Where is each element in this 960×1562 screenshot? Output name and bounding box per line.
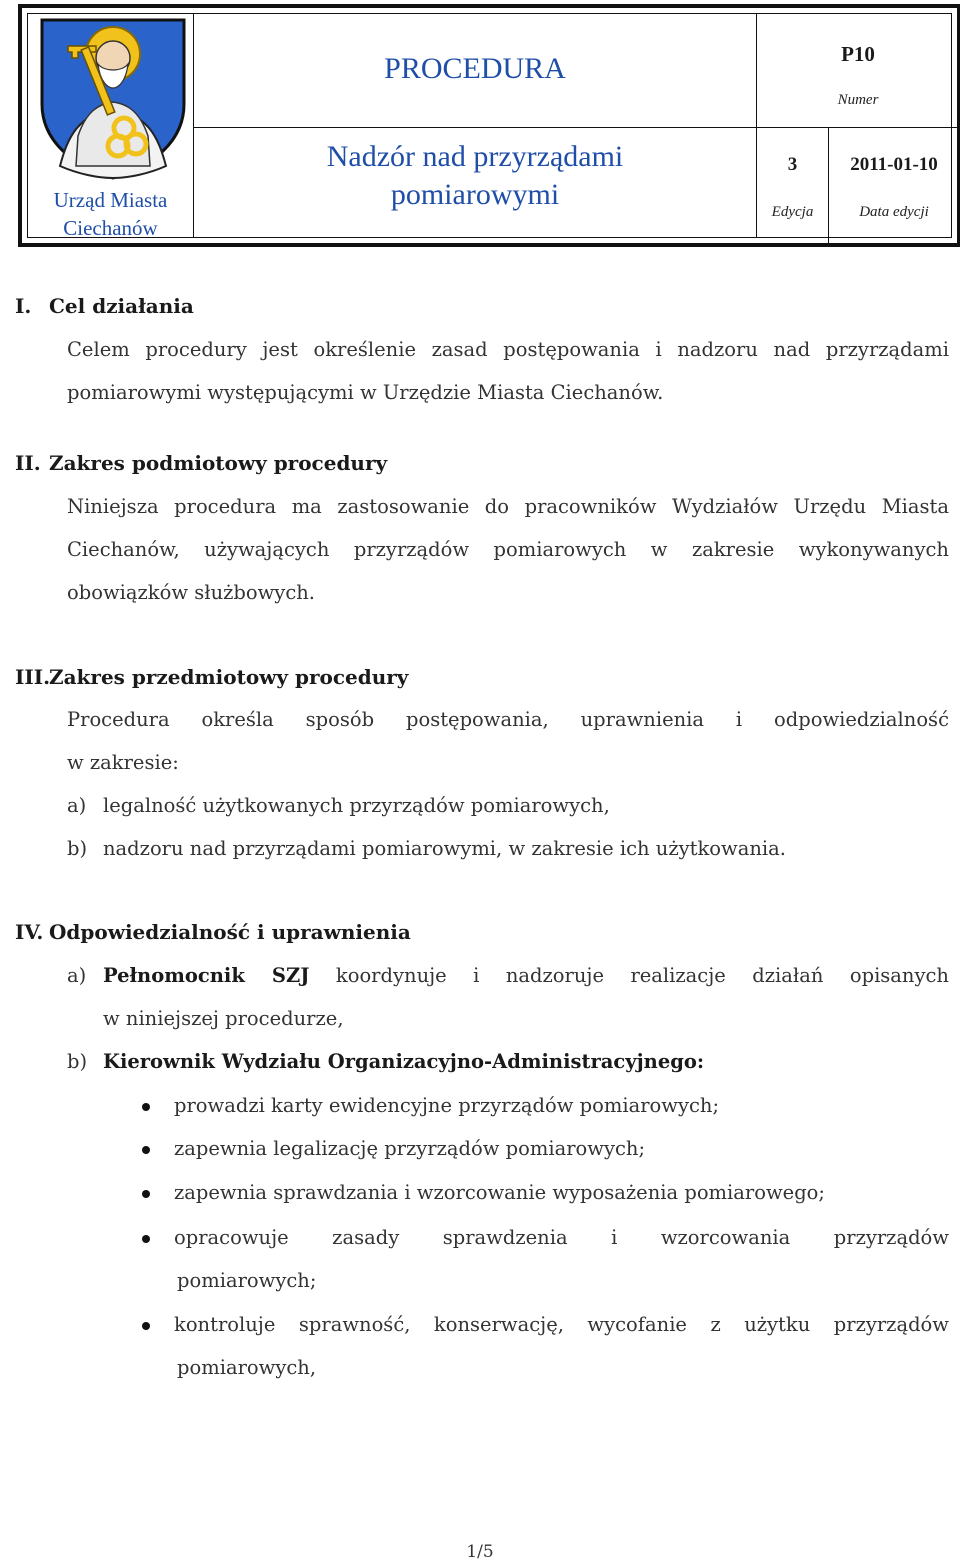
edition-date: 2011-01-10: [850, 154, 938, 175]
procedure-title-line1: Nadzór nad przyrządami: [326, 140, 624, 173]
section-title: Zakres przedmiotowy procedury: [49, 665, 409, 689]
bullet-item: zapewnia sprawdzania i wzorcowanie wyposażenia pomiarowego;: [174, 1181, 825, 1204]
section-number: II.: [15, 451, 41, 475]
paragraph-line: obowiązków służbowych.: [67, 581, 316, 604]
section-number: IV.: [15, 920, 44, 944]
list-marker: b): [67, 837, 88, 860]
office-name-line1: Urząd Miasta: [53, 188, 168, 212]
section-title: Odpowiedzialność i uprawnienia: [49, 920, 411, 944]
bullet-icon: [142, 1103, 150, 1111]
header-divider: [828, 127, 829, 244]
section-2-heading: [15, 451, 387, 475]
section-title: Zakres podmiotowy procedury: [49, 451, 388, 475]
paragraph-line: Ciechanów, używających przyrządów pomiarowych w zakresie wykonywanych: [67, 538, 949, 561]
bullet-item: zapewnia legalizację przyrządów pomiarowych;: [174, 1137, 646, 1160]
bullet-icon: [142, 1146, 150, 1154]
office-name-line2: Ciechanów: [63, 216, 158, 240]
bullet-item-continuation: pomiarowych,: [177, 1356, 317, 1379]
logo-cell: [28, 14, 193, 240]
bullet-icon: [142, 1235, 150, 1243]
page-number: 1/5: [466, 1542, 494, 1562]
bullet-icon: [142, 1190, 150, 1198]
role-name: Kierownik Wydziału Organizacyjno-Administracyjnego:: [103, 1050, 705, 1073]
role-description: koordynuje i nadzoruje realizacje działań opisanych: [335, 964, 949, 987]
section-3-heading: [15, 665, 408, 689]
section-title: Cel działania: [49, 294, 194, 318]
edition-number: 3: [787, 154, 798, 175]
coat-of-arms-icon: [38, 16, 188, 181]
paragraph-line: w zakresie:: [67, 751, 179, 774]
list-item: [103, 963, 949, 989]
edition-date-label: Data edycji: [859, 204, 929, 220]
list-marker: b): [67, 1050, 88, 1073]
procedure-number: P10: [841, 42, 875, 66]
paragraph-line: Niniejsza procedura ma zastosowanie do pracowników Wydziałów Urzędu Miasta: [67, 495, 949, 518]
document-header-table: [18, 4, 960, 247]
list-marker: a): [67, 964, 87, 987]
header-inner-frame: [27, 13, 952, 238]
bullet-icon: [142, 1322, 150, 1330]
section-number: III.: [15, 665, 51, 689]
bullet-item: prowadzi karty ewidencyjne przyrządów pomiarowych;: [174, 1094, 720, 1117]
list-item-continuation: w niniejszej procedurze,: [103, 1007, 344, 1030]
document-type: PROCEDURA: [384, 52, 566, 85]
procedure-number-label: Numer: [837, 92, 879, 108]
bullet-item: opracowuje zasady sprawdzenia i wzorcowania przyrządów: [174, 1226, 949, 1249]
list-marker: a): [67, 794, 87, 817]
procedure-title-line2: pomiarowymi: [390, 178, 560, 211]
section-1-heading: [15, 294, 194, 318]
paragraph-line: Procedura określa sposób postępowania, uprawnienia i odpowiedzialność: [67, 708, 949, 731]
list-item: legalność użytkowanych przyrządów pomiarowych,: [103, 794, 610, 817]
paragraph-line: pomiarowymi występującymi w Urzędzie Miasta Ciechanów.: [67, 381, 664, 404]
bullet-item: kontroluje sprawność, konserwację, wycofanie z użytku przyrządów: [174, 1313, 949, 1336]
paragraph-line: Celem procedury jest określenie zasad postępowania i nadzoru nad przyrządami: [67, 338, 949, 361]
bullet-item-continuation: pomiarowych;: [177, 1269, 317, 1292]
edition-label: Edycja: [771, 204, 814, 220]
role-name: Pełnomocnik SZJ: [103, 964, 310, 987]
list-item: nadzoru nad przyrządami pomiarowymi, w zakresie ich użytkowania.: [103, 837, 786, 860]
section-number: I.: [15, 294, 32, 318]
header-divider: [194, 127, 959, 128]
section-4-heading: [15, 920, 411, 944]
